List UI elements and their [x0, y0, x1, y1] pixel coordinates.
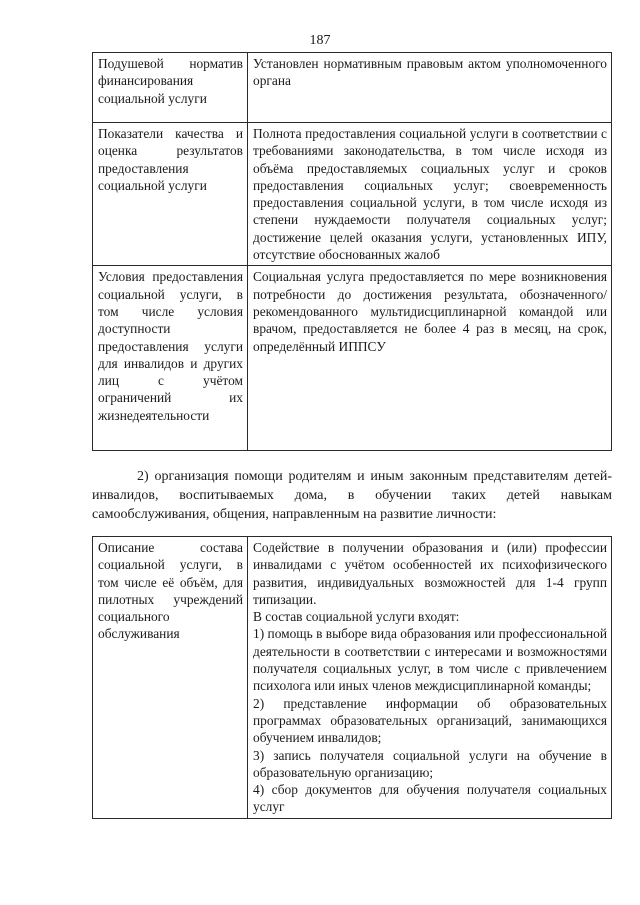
- table-row: [93, 266, 612, 451]
- section-paragraph: 2) организация помощи родителям и иным законным представителям детей-инвалидов, воспитываемых дома, в обучении таких детей навыкам самообслуживания, общения, направленным на развитие личности:: [92, 469, 612, 522]
- content-line: Полнота предоставления социальной услуги в соответствии с требованиями законодательства, в том числе исходя из объёма предоставляемых социальных услуг и сроков предоставления социальных услуг; своевременность предоставления социальной услуги, в том числе исходя из степени нуждаемости получателя социальных услуг; достижение целей оказания услуги, установленных ИПУ, отсутствие обоснованных жалоб: [253, 126, 607, 263]
- content-line: В состав социальной услуги входят:: [253, 609, 460, 625]
- content-line: Содействие в получении образования и (или) профессии инвалидами с учётом особенностей их психофизического развития, индивидуальных возможностей для 1-4 групп типизации.: [253, 540, 607, 607]
- row-label: Описание состава социальной услуги, в том числе её объём, для пилотных учреждений социального обслуживания: [93, 537, 248, 819]
- service-table-2: [92, 536, 612, 819]
- row-label: Условия предоставления социальной услуги, в том числе условия доступности предоставления услуги для инвалидов и других лиц с учётом ограничений их жизнедеятельности: [93, 266, 248, 451]
- service-table-1: [92, 52, 612, 451]
- content-line: 2) представление информации об образовательных программах образовательных организаций, занимающихся обучением инвалидов;: [253, 695, 607, 746]
- row-content: [248, 537, 612, 819]
- page-number: 187: [309, 33, 331, 48]
- content-line: 3) запись получателя социальной услуги на обучение в образовательную организацию;: [253, 747, 607, 780]
- table-row: [93, 537, 612, 819]
- content-line: 4) сбор документов для обучения получателя социальных услуг: [253, 782, 607, 815]
- row-content: [248, 266, 612, 451]
- content-line: Установлен нормативным правовым актом уполномоченного органа: [253, 56, 607, 89]
- table-row: [93, 123, 612, 266]
- row-label: Подушевой норматив финансирования социальной услуги: [93, 53, 248, 123]
- row-content: [248, 53, 612, 123]
- row-label: Показатели качества и оценка результатов предоставления социальной услуги: [93, 123, 248, 266]
- content-line: Социальная услуга предоставляется по мере возникновения потребности до достижения результата, обозначенного/рекомендованного мультидисциплинарной командой или врачом, предоставляется не более 4 раз в месяц, на срок, определённый ИППСУ: [253, 269, 607, 354]
- table-row: [93, 53, 612, 123]
- content-line: 1) помощь в выборе вида образования или профессиональной деятельности в соответствии с интересами и возможностями получателя социальных услуг, в том числе с привлечением психолога или иных членов междисциплинарной команды;: [253, 626, 607, 694]
- row-content: [248, 123, 612, 266]
